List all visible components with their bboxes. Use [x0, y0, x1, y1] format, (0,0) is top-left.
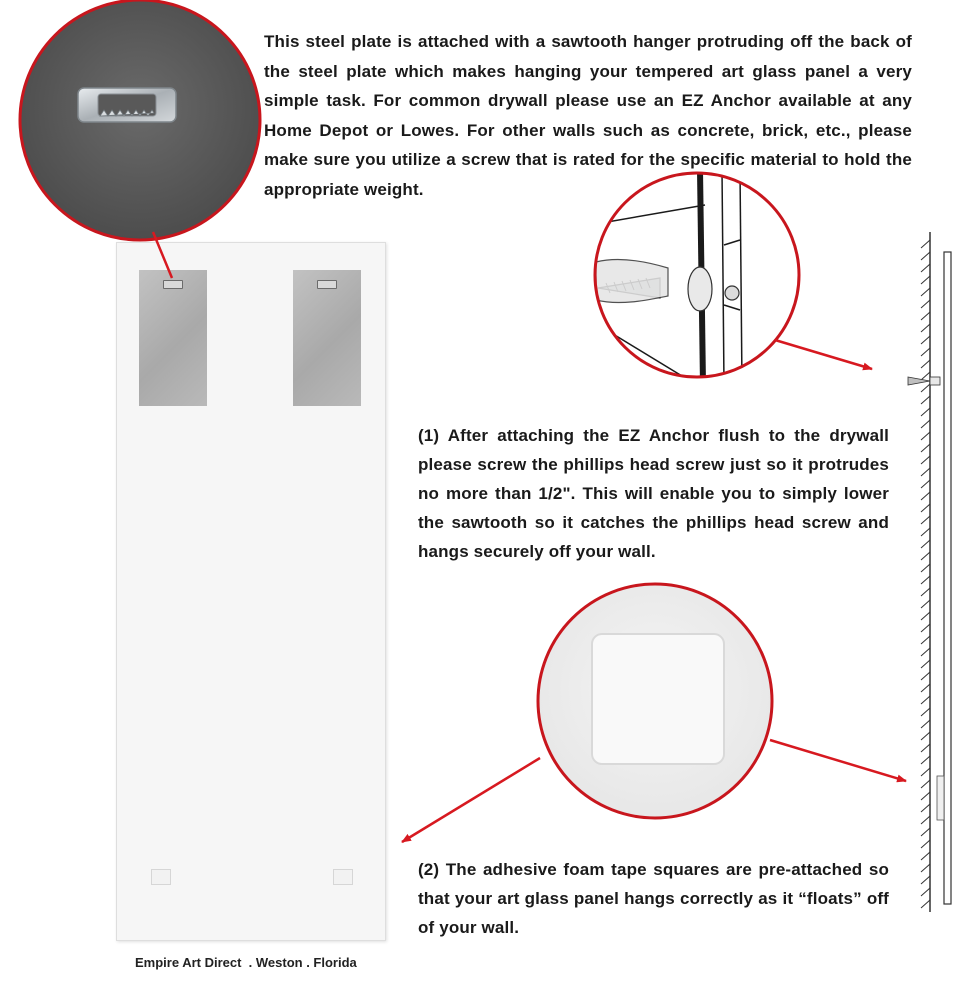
glass-panel-edge — [944, 252, 951, 904]
wall-side-view — [908, 232, 951, 912]
foam-tape-side — [937, 776, 944, 820]
foam-square-icon — [592, 634, 724, 764]
footer-caption: Empire Art Direct . Weston . Florida — [135, 955, 357, 970]
screw-side-icon — [908, 377, 940, 385]
arrow-foam-to-wall — [770, 740, 906, 781]
zoom-ez-anchor — [590, 170, 799, 390]
sawtooth-closeup-icon — [78, 88, 176, 122]
intro-text: This steel plate is attached with a sawtooth hanger protruding off the back of the steel plate which makes hanging your tempered art glass panel a very simple task. For common drywall please use an EZ Anchor available at any Home Depot or Lowes. For other walls such as concrete, brick, etc., please make sure you utilize a screw that is rated for the specific material to hold the appropriate weight. — [264, 32, 912, 199]
zoom-foam-square — [538, 584, 772, 818]
zoom-sawtooth-hanger — [20, 0, 260, 240]
arrow-anchor-to-wall — [775, 340, 872, 369]
step2-text: (2) The adhesive foam tape squares are pre-attached so that your art glass panel hangs correctly as it “floats” off of your wall. — [418, 860, 889, 937]
arrow-foam-to-panel — [402, 758, 540, 842]
step1-text: (1) After attaching the EZ Anchor flush to the drywall please screw the phillips head screw just so it protrudes no more than 1/2". This will enable you to simply lower the sawtooth so it catches the phillips head screw and hangs securely off your wall. — [418, 426, 889, 561]
